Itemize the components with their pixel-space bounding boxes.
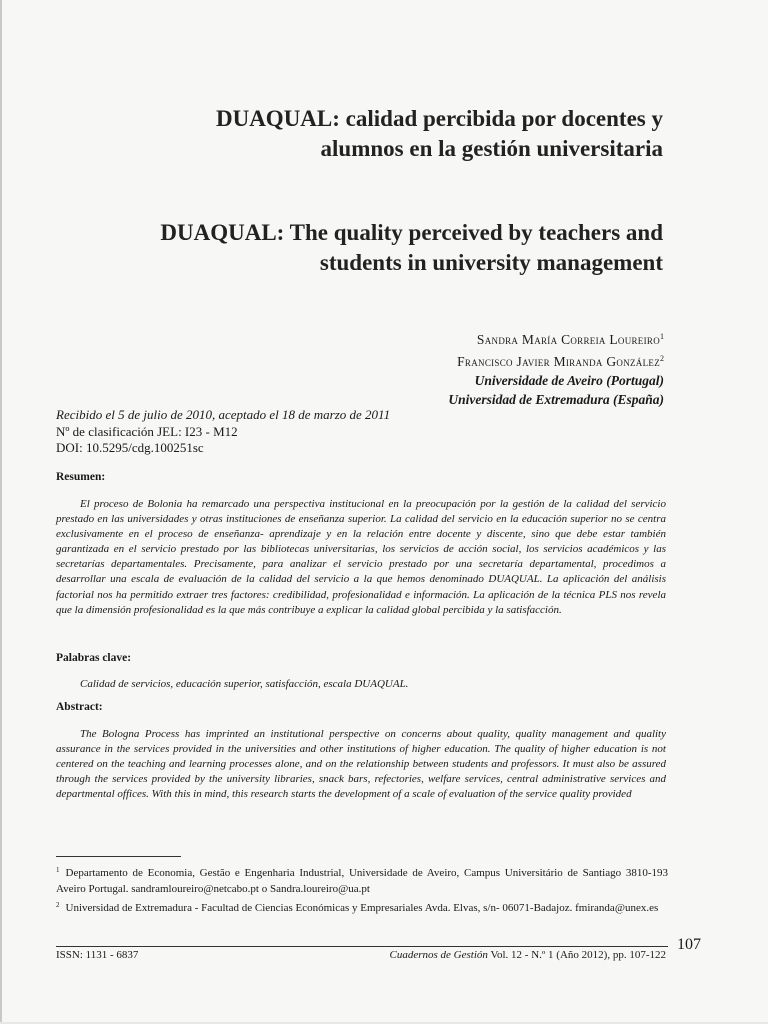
title-english: [43, 218, 663, 278]
author-1-name: Sandra María Correia Loureiro: [476, 332, 660, 347]
resumen-section: [56, 470, 666, 618]
footnote-2-text: Universidad de Extremadura - Facultad de Ciencias Económicas y Empresariales Avda. Elvas, s/n- 06071-Badajoz. fmiranda@unex.es: [65, 902, 659, 914]
resumen-heading: Resumen:: [56, 471, 106, 483]
author-1-footnote-ref: 1: [660, 332, 664, 341]
footnote-1-text: Departamento de Economia, Gestão e Engenharia Industrial, Universidade de Aveiro, Campus Universitário de Santiago 3810-193 Aveiro Portugal. sandramloureiro@netcabo.pt o Sandra.loureiro@ua.pt: [56, 867, 668, 895]
issn: ISSN: 1131 - 6837: [56, 949, 139, 961]
footnote-1-number: 1: [56, 866, 60, 874]
keywords-heading: Palabras clave:: [56, 652, 132, 664]
jel-classification: Nº de clasificación JEL: I23 - M12: [56, 423, 238, 439]
journal-volume-pages: Vol. 12 - N.º 1 (Año 2012), pp. 107-122: [490, 949, 666, 961]
affiliation-2: Universidad de Extremadura (España): [448, 392, 664, 407]
footnote-2: [56, 897, 668, 916]
article-metadata: [56, 407, 666, 457]
journal-citation: [390, 949, 667, 961]
doi: DOI: 10.5295/cdg.100251sc: [56, 440, 204, 455]
page-footer-divider: [56, 946, 668, 947]
author-2: [448, 349, 664, 371]
author-block: [448, 327, 664, 409]
footnote-divider: [56, 856, 181, 857]
journal-name: Cuadernos de Gestión: [389, 949, 488, 961]
title-spanish: [103, 104, 663, 164]
title-english-line2: students in university management: [319, 250, 663, 275]
affiliation-1: Universidade de Aveiro (Portugal): [474, 373, 664, 388]
keywords-text: Calidad de servicios, educación superior, satisfacción, escala DUAQUAL.: [80, 678, 409, 690]
resumen-text: El proceso de Bolonia ha remarcado una perspectiva institucional en la preocupación por la gestión de la calidad del servicio prestado en las universidades y otras instituciones de enseñanza superior. La calidad del servicio en la educación superior no se centra exclusivamente en el proceso de enseñanza- aprendizaje y en la relación entre docente y discente, sino que debe estar también garantizada en el servicio prestado por las bibliotecas universitarias, los servicios de acción social, los servicios académicos y las secretarías departamentales. Precisamente, para analizar el servicio prestado por una secretaría departamental, procedimos a desarrollar una escala de evaluación de la calidad del servicio a la que hemos denominado DUAQUAL. La aplicación del análisis factorial nos ha permitido extraer tres factores: credibilidad, profesionalidad e información. La aplicación de la técnica PLS nos revela que la dimensión profesionalidad es la que más contribuye a explicar la calidad global percibida y la satisfacción.: [56, 498, 666, 616]
footnote-2-number: 2: [56, 901, 60, 909]
title-spanish-line1: DUAQUAL: calidad percibida por docentes y: [215, 106, 663, 131]
author-2-name: Francisco Javier Miranda González: [457, 354, 660, 369]
abstract-text: The Bologna Process has imprinted an institutional perspective on concerns about quality, quality management and quality assurance in the services provided in the universities and other institutions of higher education. The quality of higher education is not centered on the teaching and learning processes alone, and on the relationship between students and professors. It must also be assured through the services provided by the university libraries, snack bars, refectories, welfare services, central administrative services and departmental offices. With this in mind, this research starts the development of a scale of evaluation of the service quality provided: [56, 728, 666, 801]
abstract-section: [56, 700, 666, 802]
abstract-heading: Abstract:: [56, 701, 103, 713]
author-1: [448, 327, 664, 349]
footnote-1: [56, 862, 668, 897]
title-spanish-line2: alumnos en la gestión universitaria: [320, 136, 663, 161]
page-number: 107: [677, 936, 701, 953]
footnotes: [56, 862, 668, 916]
received-date: Recibido el 5 de julio de 2010, aceptado el 18 de marzo de 2011: [56, 407, 391, 422]
keywords-section: [56, 651, 666, 692]
author-2-footnote-ref: 2: [660, 354, 664, 363]
title-english-line1: DUAQUAL: The quality perceived by teachers and: [160, 220, 663, 245]
